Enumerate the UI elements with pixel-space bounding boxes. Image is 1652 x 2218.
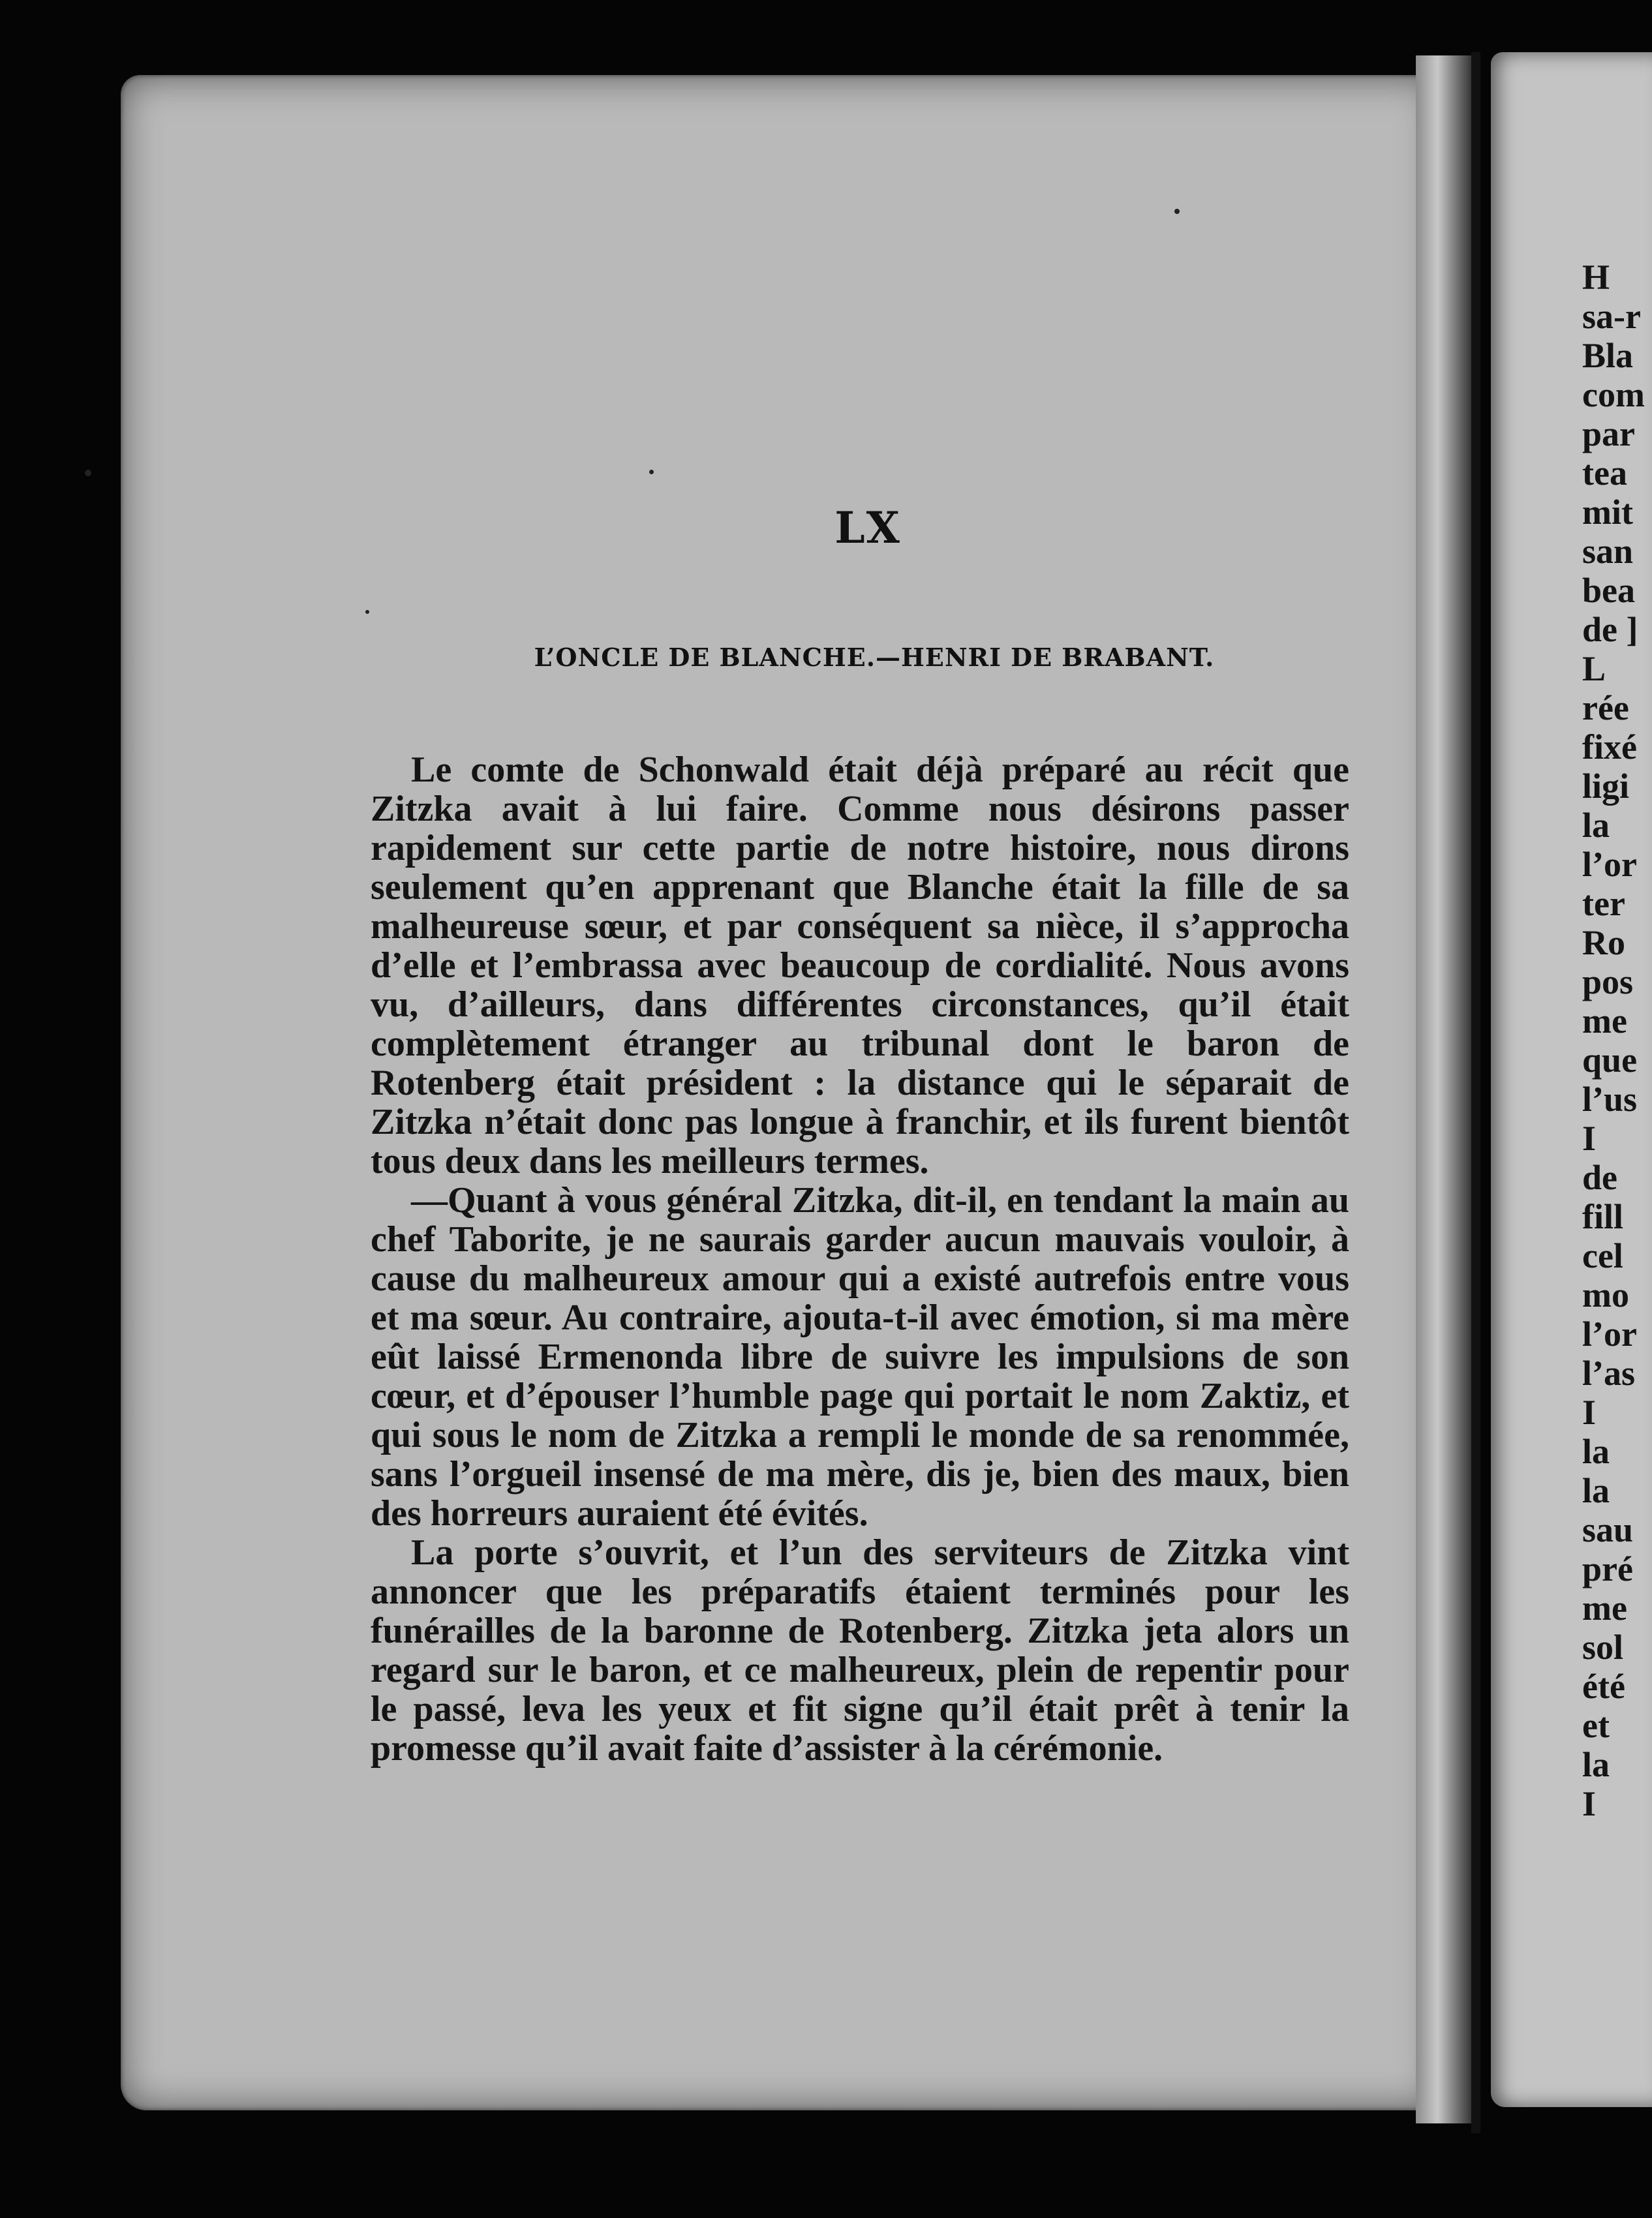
facing-line: l’us (1582, 1080, 1638, 1119)
scan-speck (1174, 209, 1180, 214)
chapter-number: LX (834, 502, 901, 553)
facing-line: la (1582, 806, 1610, 845)
facing-line: me (1582, 1001, 1627, 1041)
paragraph: Le comte de Schonwald était déjà préparé au récit que Zitzka avait à lui faire. Comme nous désirons passer rapidement sur cette partie de notre histoire, nous dirons seulement qu’en apprenant que Blanche était la fille de sa malheureuse sœur, et par conséquent sa nièce, il s’approcha d’elle et l’embrassa avec beaucoup de cordialité. Nous avons vu, d’ailleurs, dans différentes circonstances, qu’il était complètement étranger au tribunal dont le baron de Rotenberg était président : la distance qui le séparait de Zitzka n’était donc pas longue à franchir, et ils furent bientôt tous deux dans les meilleurs termes. (371, 750, 1349, 1181)
facing-line: et (1582, 1706, 1610, 1745)
page-edge (1416, 55, 1478, 2123)
facing-line: sa-r (1582, 297, 1641, 336)
facing-line: l’or (1582, 1314, 1637, 1354)
facing-line: mit (1582, 493, 1633, 532)
facing-line: ter (1582, 884, 1625, 923)
facing-line: l’as (1582, 1354, 1635, 1393)
scan-speck (85, 470, 91, 476)
facing-line: san (1582, 532, 1634, 571)
facing-line: mo (1582, 1275, 1629, 1314)
facing-line: sol (1582, 1628, 1624, 1667)
facing-line: été (1582, 1667, 1625, 1706)
chapter-title: L’ONCLE DE BLANCHE.—HENRI DE BRABANT. (534, 643, 1215, 672)
facing-line: bea (1582, 571, 1635, 610)
facing-line: l’or (1582, 845, 1637, 884)
facing-line: I (1582, 1393, 1597, 1432)
facing-line: pos (1582, 962, 1634, 1001)
facing-line: la (1582, 1471, 1610, 1510)
facing-line: L (1582, 649, 1606, 688)
facing-line: Ro (1582, 923, 1625, 962)
scan-speck (365, 610, 369, 614)
facing-line: com (1582, 375, 1645, 414)
facing-line: H (1582, 258, 1610, 297)
facing-line: que (1582, 1041, 1638, 1080)
facing-line: par (1582, 414, 1635, 453)
facing-line: I (1582, 1119, 1597, 1158)
facing-line: Bla (1582, 336, 1634, 375)
facing-line: de ] (1582, 610, 1638, 649)
facing-line: la (1582, 1745, 1610, 1784)
chapter-body (371, 750, 1349, 1768)
facing-line: me (1582, 1588, 1627, 1628)
facing-line: sau (1582, 1510, 1634, 1549)
facing-line: tea (1582, 453, 1627, 493)
facing-line: ligi (1582, 767, 1630, 806)
facing-line: I (1582, 1784, 1597, 1823)
facing-line: cel (1582, 1236, 1623, 1275)
paragraph: La porte s’ouvrit, et l’un des serviteurs de Zitzka vint annoncer que les préparatifs étaient terminés pour les funérailles de la baronne de Rotenberg. Zitzka jeta alors un regard sur le baron, et ce malheureux, plein de repentir pour le passé, leva les yeux et fit signe qu’il était prêt à tenir la promesse qu’il avait faite d’assister à la cérémonie. (371, 1532, 1349, 1769)
facing-line: de (1582, 1158, 1617, 1197)
facing-line: fixé (1582, 727, 1637, 767)
scan-speck (649, 470, 654, 474)
paragraph: —Quant à vous général Zitzka, dit-il, en tendant la main au chef Taborite, je ne saurais garder aucun mauvais vouloir, à cause du malheureux amour qui a existé autrefois entre vous et ma sœur. Au contraire, ajouta-t-il avec émotion, si ma mère eût laissé Ermenonda libre de suivre les impulsions de son cœur, et d’épouser l’humble page qui portait le nom Zaktiz, et qui sous le nom de Zitzka a rempli le monde de sa renommée, sans l’orgueil insensé de ma mère, dis je, bien des maux, bien des horreurs auraient été évités. (371, 1180, 1349, 1534)
facing-line: rée (1582, 688, 1629, 727)
facing-page-text (1582, 258, 1652, 1823)
facing-line: fill (1582, 1197, 1623, 1236)
facing-line: pré (1582, 1549, 1633, 1588)
facing-line: la (1582, 1432, 1610, 1471)
book-gutter (1471, 52, 1480, 2133)
